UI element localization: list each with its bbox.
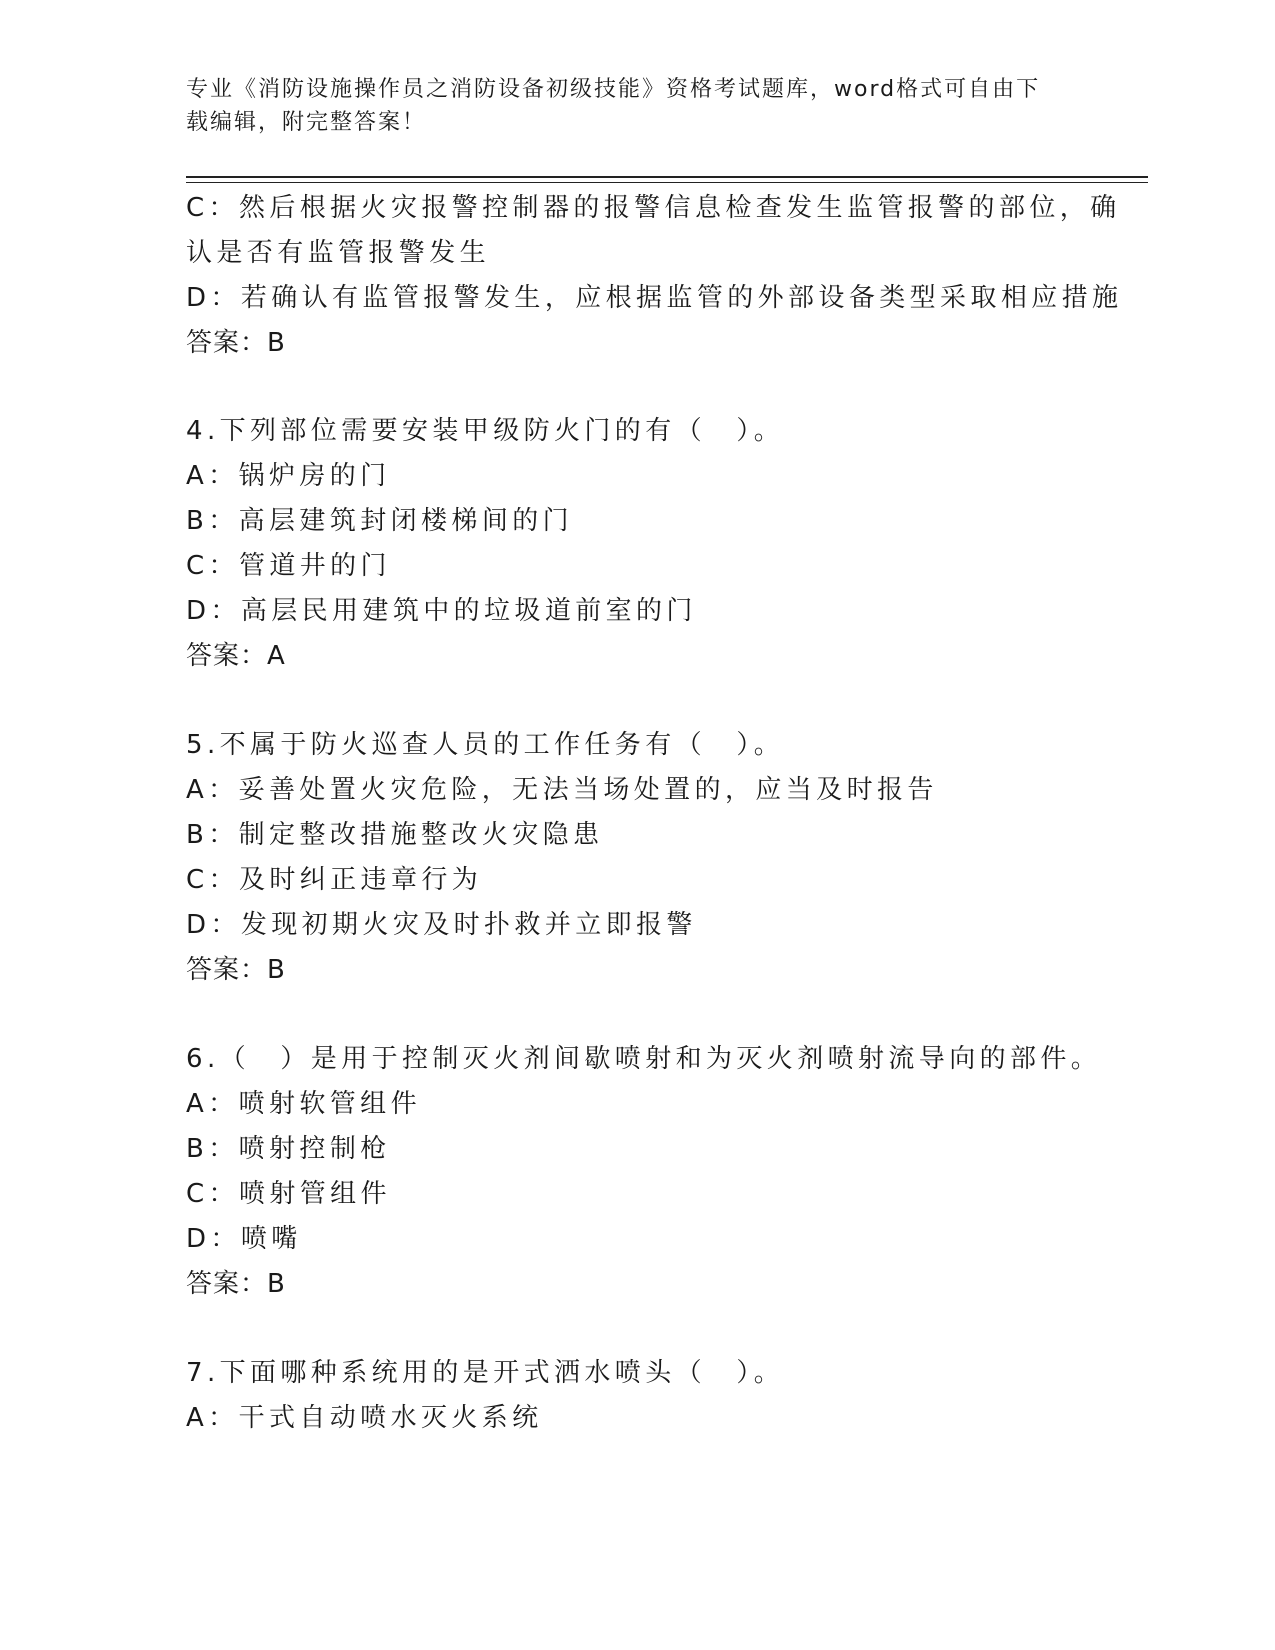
question-6-option-b: B：喷射控制枪 bbox=[186, 1134, 391, 1164]
question-5-option-d: D：发现初期火灾及时扑救并立即报警 bbox=[186, 910, 697, 940]
option-c-text: C：然后根据火灾报警控制器的报警信息检查发生监管报警的部位，确 bbox=[186, 193, 1121, 223]
question-5-option-a: A：妥善处置火灾危险，无法当场处置的，应当及时报告 bbox=[186, 775, 938, 805]
question-4-option-c: C：管道井的门 bbox=[186, 551, 391, 581]
question-6: 6.（ ）是用于控制灭火剂间歇喷射和为灭火剂喷射流导向的部件。 bbox=[186, 1044, 1102, 1074]
question-4-answer: 答案：A bbox=[186, 641, 286, 671]
question-5-option-b: B：制定整改措施整改火灾隐患 bbox=[186, 820, 604, 850]
question-5-option-c: C：及时纠正违章行为 bbox=[186, 865, 483, 895]
question-4-option-a: A：锅炉房的门 bbox=[186, 461, 391, 491]
question-4-option-d: D：高层民用建筑中的垃圾道前室的门 bbox=[186, 596, 697, 626]
header-line-1: 专业《消防设施操作员之消防设备初级技能》资格考试题库，word格式可自由下 bbox=[186, 77, 1041, 102]
question-4: 4.下列部位需要安装甲级防火门的有（ ）。 bbox=[186, 416, 785, 446]
option-d-text: D：若确认有监管报警发生，应根据监管的外部设备类型采取相应措施 bbox=[186, 283, 1123, 313]
header-rule-thick bbox=[186, 176, 1148, 178]
question-4-option-b: B：高层建筑封闭楼梯间的门 bbox=[186, 506, 574, 536]
question-7-option-a: A：干式自动喷水灭火系统 bbox=[186, 1403, 543, 1433]
question-7: 7.下面哪种系统用的是开式洒水喷头（ ）。 bbox=[186, 1358, 785, 1388]
question-6-option-c: C：喷射管组件 bbox=[186, 1179, 391, 1209]
question-6-option-d: D：喷嘴 bbox=[186, 1224, 302, 1254]
answer-line: 答案：B bbox=[186, 328, 286, 358]
header-rule-thin bbox=[186, 182, 1148, 183]
page-header bbox=[186, 73, 1066, 139]
question-5-answer: 答案：B bbox=[186, 955, 286, 985]
question-6-answer: 答案：B bbox=[186, 1269, 286, 1299]
question-5: 5.不属于防火巡查人员的工作任务有（ ）。 bbox=[186, 730, 785, 760]
question-6-option-a: A：喷射软管组件 bbox=[186, 1089, 421, 1119]
header-line-2: 载编辑，附完整答案！ bbox=[186, 110, 427, 135]
option-c-continued: 认是否有监管报警发生 bbox=[186, 238, 491, 268]
